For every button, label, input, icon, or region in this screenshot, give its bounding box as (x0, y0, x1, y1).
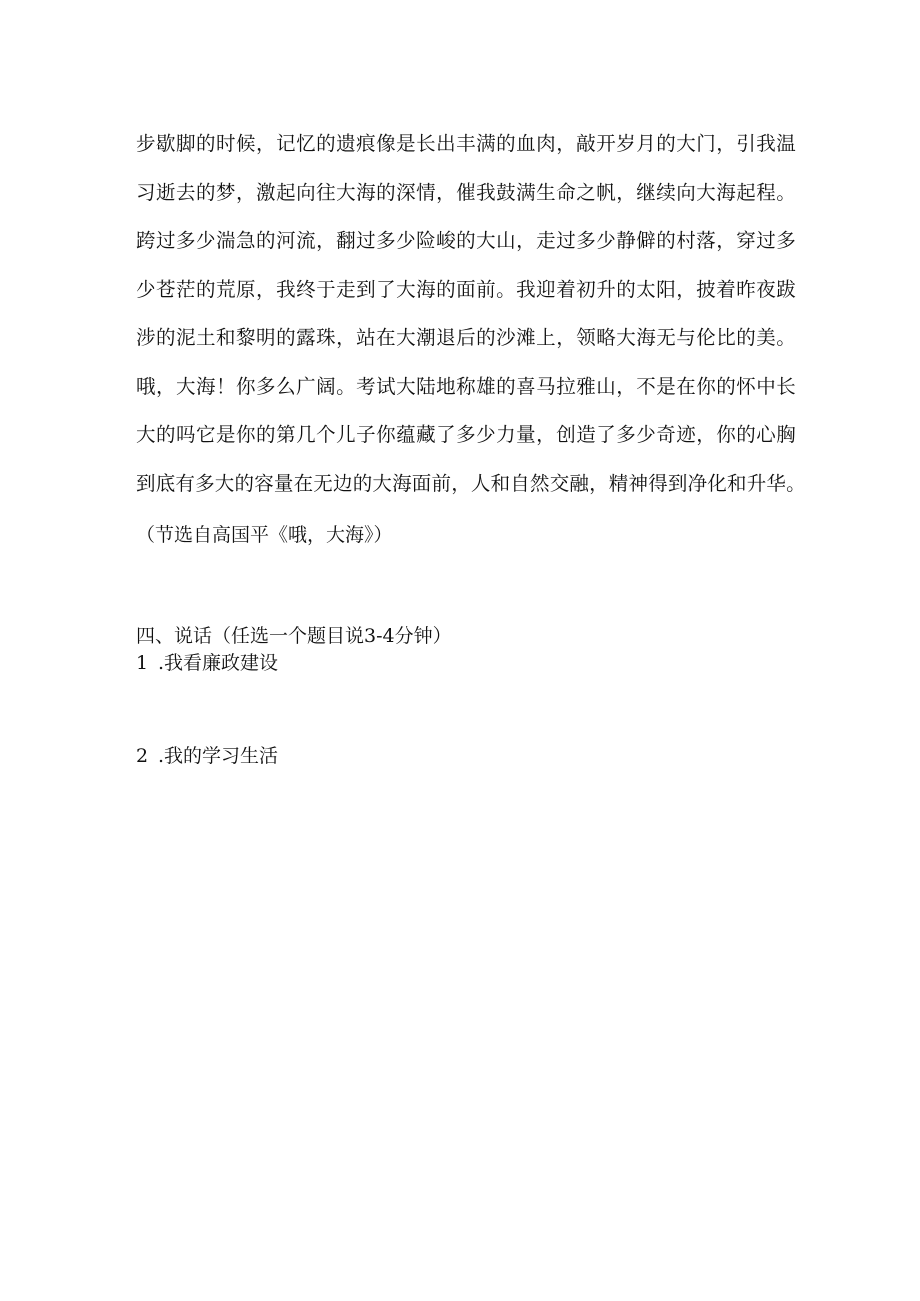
topic-number: 2 (136, 745, 149, 767)
passage-line: 到底有多大的容量在无边的大海面前，人和自然交融，精神得到净化和升华。 (136, 471, 806, 495)
passage-line: 习逝去的梦，激起向往大海的深情，催我鼓满生命之帆，继续向大海起程。 (136, 180, 796, 204)
passage-line: 大的吗它是你的第几个儿子你蕴藏了多少力量，创造了多少奇迹，你的心胸 (136, 423, 796, 446)
topic-item (136, 742, 278, 770)
passage-line: 涉的泥土和黎明的露珠，站在大潮退后的沙滩上，领略大海无与伦比的美。 (136, 326, 796, 349)
passage-line: 跨过多少湍急的河流，翻过多少险峻的大山，走过多少静僻的村落，穿过多 (136, 229, 796, 252)
topic-item (136, 649, 278, 677)
topic-text: .我看廉政建设 (158, 652, 279, 674)
topic-number: 1 (136, 652, 149, 674)
reading-passage (136, 128, 806, 516)
topic-text: .我的学习生活 (158, 745, 279, 767)
passage-line: 少苍茫的荒原，我终于走到了大海的面前。我迎着初升的太阳，披着昨夜跋 (136, 277, 796, 301)
passage-line: 步歇脚的时候，记忆的遗痕像是长出丰满的血肉，敲开岁月的大门，引我温 (136, 132, 796, 155)
passage-line: 哦，大海！你多么广阔。考试大陆地称雄的喜马拉雅山，不是在你的怀中长 (136, 374, 796, 398)
section-heading: 四、说话（任选一个题目说3-4分钟） (136, 625, 452, 647)
passage-source: （节选自高国平《哦，大海》） (136, 524, 393, 546)
